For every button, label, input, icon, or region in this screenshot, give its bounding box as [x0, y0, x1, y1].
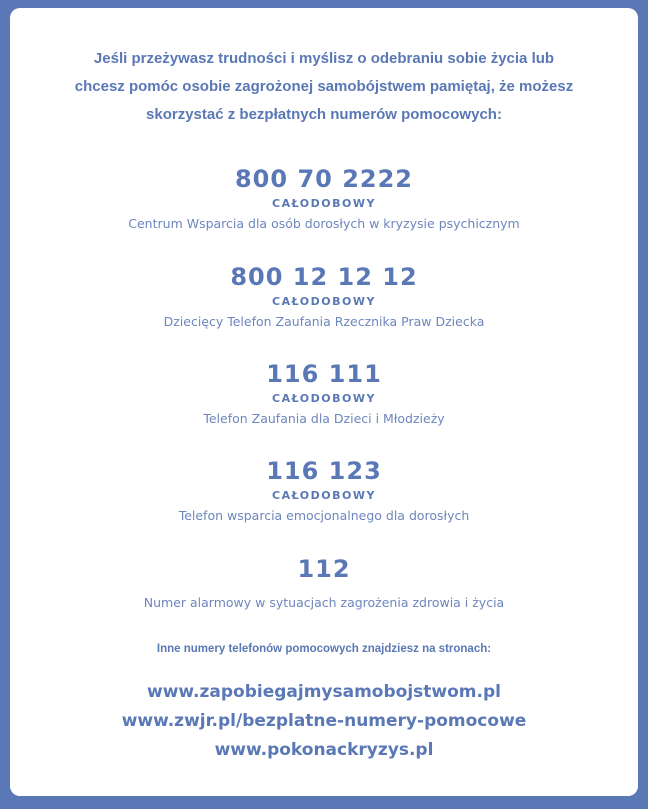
- intro-line: skorzystać z bezpłatnych numerów pomocowych:: [146, 106, 502, 123]
- hotline-numer-alarmowy: [10, 555, 638, 611]
- website-link[interactable]: www.zapobiegajmysamobojstwom.pl: [147, 682, 501, 702]
- phone-number[interactable]: 800 70 2222: [234, 165, 413, 193]
- website-link[interactable]: www.zwjr.pl/bezplatne-numery-pomocowe: [121, 711, 527, 731]
- phone-number[interactable]: 112: [297, 555, 351, 583]
- hotline-dzieci-mlodziez: [10, 360, 638, 427]
- intro-line: chcesz pomóc osobie zagrożonej samobójstwem pamiętaj, że możesz: [74, 78, 574, 95]
- intro-line: Jeśli przeżywasz trudności i myślisz o odebraniu sobie życia lub: [93, 50, 555, 67]
- hotline-description: Centrum Wsparcia dla osób dorosłych w kryzysie psychicznym: [128, 216, 520, 231]
- info-card: [10, 8, 638, 796]
- availability-label: CAŁODOBOWY: [272, 392, 376, 405]
- availability-label: CAŁODOBOWY: [272, 489, 376, 502]
- hotline-rzecznik-praw-dziecka: [10, 263, 638, 330]
- hotline-description: Dziecięcy Telefon Zaufania Rzecznika Praw Dziecka: [163, 314, 485, 329]
- phone-number[interactable]: 116 123: [266, 457, 382, 485]
- hotline-description: Telefon Zaufania dla Dzieci i Młodzieży: [203, 411, 445, 426]
- hotline-description: Numer alarmowy w sytuacjach zagrożenia zdrowia i życia: [143, 595, 505, 610]
- phone-number[interactable]: 800 12 12 12: [230, 263, 418, 291]
- phone-number[interactable]: 116 111: [266, 360, 382, 388]
- hotline-description: Telefon wsparcia emocjonalnego dla dorosłych: [178, 508, 470, 523]
- hotline-centrum-wsparcia: [10, 165, 638, 232]
- availability-label: CAŁODOBOWY: [272, 295, 376, 308]
- website-link[interactable]: www.pokonackryzys.pl: [214, 740, 434, 760]
- website-links: [10, 678, 638, 765]
- more-numbers-label: Inne numery telefonów pomocowych znajdziesz na stronach:: [156, 643, 492, 655]
- intro-text: [10, 45, 638, 129]
- hotline-wsparcie-emocjonalne: [10, 457, 638, 524]
- availability-label: CAŁODOBOWY: [272, 197, 376, 210]
